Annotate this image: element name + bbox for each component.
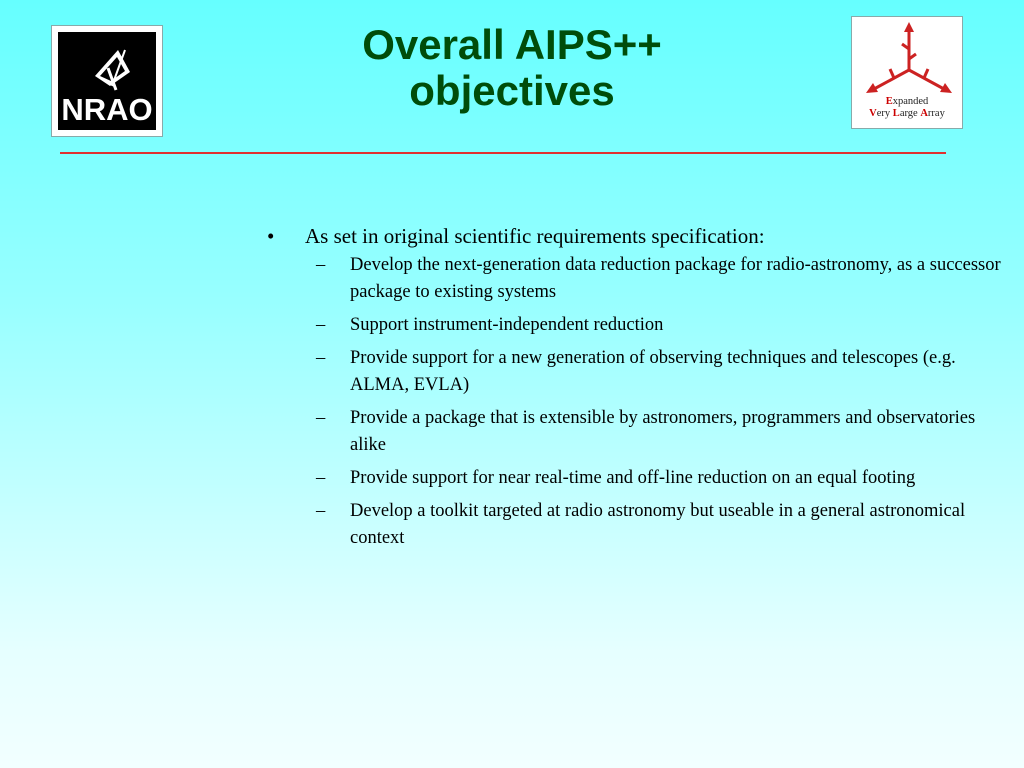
bullet-icon: • <box>267 224 275 248</box>
sub-bullet-text: Provide a package that is extensible by astronomers, programmers and observatories alike <box>350 408 976 455</box>
slide-title <box>220 22 804 114</box>
evla-array-icon <box>852 17 962 97</box>
sub-bullet-text: Provide support for near real-time and off-line reduction on an equal footing <box>350 468 916 488</box>
sub-bullet-item <box>262 252 1002 306</box>
evla-caption-line2: Very Large Array <box>869 108 945 119</box>
nrao-logo-icon <box>52 26 162 136</box>
nrao-logo-text: NRAO <box>61 92 153 127</box>
title-divider <box>60 152 946 154</box>
dash-icon: – <box>316 315 326 335</box>
dash-icon: – <box>316 348 326 368</box>
dash-icon: – <box>316 255 326 275</box>
evla-caption-line1: Expanded <box>885 96 929 107</box>
sub-bullet-text: Develop a toolkit targeted at radio astronomy but useable in a general astronomical context <box>350 501 966 548</box>
nrao-logo <box>52 26 162 136</box>
bullet-text: As set in original scientific requirements specification: <box>305 224 765 248</box>
bullet-item <box>262 222 1002 250</box>
slide-title-line2: objectives <box>409 67 615 114</box>
evla-logo <box>852 17 962 128</box>
sub-bullet-text: Develop the next-generation data reduction package for radio-astronomy, as a successor package to existing systems <box>350 255 1001 302</box>
dash-icon: – <box>316 468 326 488</box>
sub-bullet-text: Support instrument-independent reduction <box>350 315 664 335</box>
slide-body <box>262 222 1002 558</box>
dash-icon: – <box>316 501 326 521</box>
sub-bullet-item <box>262 498 1002 552</box>
sub-bullet-item <box>262 405 1002 459</box>
sub-bullet-list <box>262 252 1002 552</box>
slide-title-line1: Overall AIPS++ <box>362 21 662 68</box>
sub-bullet-text: Provide support for a new generation of observing techniques and telescopes (e.g. ALMA, EVLA) <box>350 348 956 395</box>
dash-icon: – <box>316 408 326 428</box>
sub-bullet-item <box>262 345 1002 399</box>
sub-bullet-item <box>262 465 1002 492</box>
sub-bullet-item <box>262 312 1002 339</box>
